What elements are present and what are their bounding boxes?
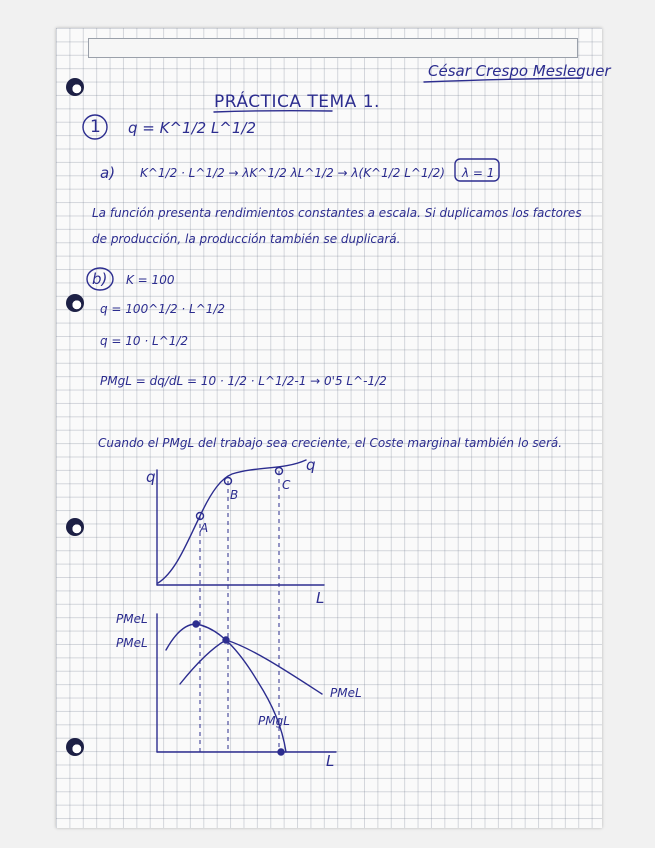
top-curve-label: q [306, 456, 316, 474]
bottom-curve-2-label: PMgL [258, 714, 290, 728]
item-number: 1 [90, 117, 101, 137]
part-a-label: a) [100, 164, 116, 182]
part-b-line-2: q = 100^1/2 · L^1/2 [100, 302, 226, 316]
page-title: PRÁCTICA TEMA 1. [214, 92, 380, 112]
bottom-graph-x-label: L [326, 752, 335, 770]
part-a-text-line-1: La función presenta rendimientos constantes a escala. Si duplicamos los factores [92, 206, 582, 220]
top-graph-x-label: L [316, 589, 325, 607]
top-graph-y-label: q [146, 468, 156, 486]
bottom-curve-1-label: PMeL [330, 686, 362, 700]
result-box [455, 159, 499, 181]
author-underline [424, 78, 582, 82]
part-b-line-3: q = 10 · L^1/2 [100, 334, 189, 348]
part-b-text-line: Cuando el PMgL del trabajo sea creciente, el Coste marginal también lo será. [98, 436, 563, 450]
title-underline [214, 111, 332, 112]
item-number-circle [83, 115, 107, 139]
author-name: César Crespo Mesleguer [428, 62, 611, 80]
bottom-graph-y-label-2: PMeL [116, 636, 148, 650]
pmel-curve [180, 640, 322, 694]
production-function: q = K^1/2 L^1/2 [128, 119, 257, 137]
part-a-derivation: K^1/2 · L^1/2 → λK^1/2 λL^1/2 → λ(K^1/2 L^1/2) [140, 166, 445, 180]
part-a-boxed-result: λ = 1 [462, 166, 495, 180]
point-c-label: C [282, 478, 291, 492]
part-b-label-circle [87, 268, 113, 290]
part-b-label: b) [92, 270, 108, 288]
part-b-line-1: K = 100 [126, 273, 175, 287]
production-curve [158, 460, 306, 583]
point-b-label: B [230, 488, 239, 502]
part-b-line-4: PMgL = dq/dL = 10 · 1/2 · L^1/2-1 → 0'5 L^-1/2 [100, 374, 387, 388]
bottom-graph-y-label-1: PMeL [116, 612, 148, 626]
part-a-text-line-2: de producción, la producción también se duplicará. [92, 232, 401, 246]
point-a-label: A [200, 521, 209, 535]
pmgl-max-point [193, 621, 199, 627]
